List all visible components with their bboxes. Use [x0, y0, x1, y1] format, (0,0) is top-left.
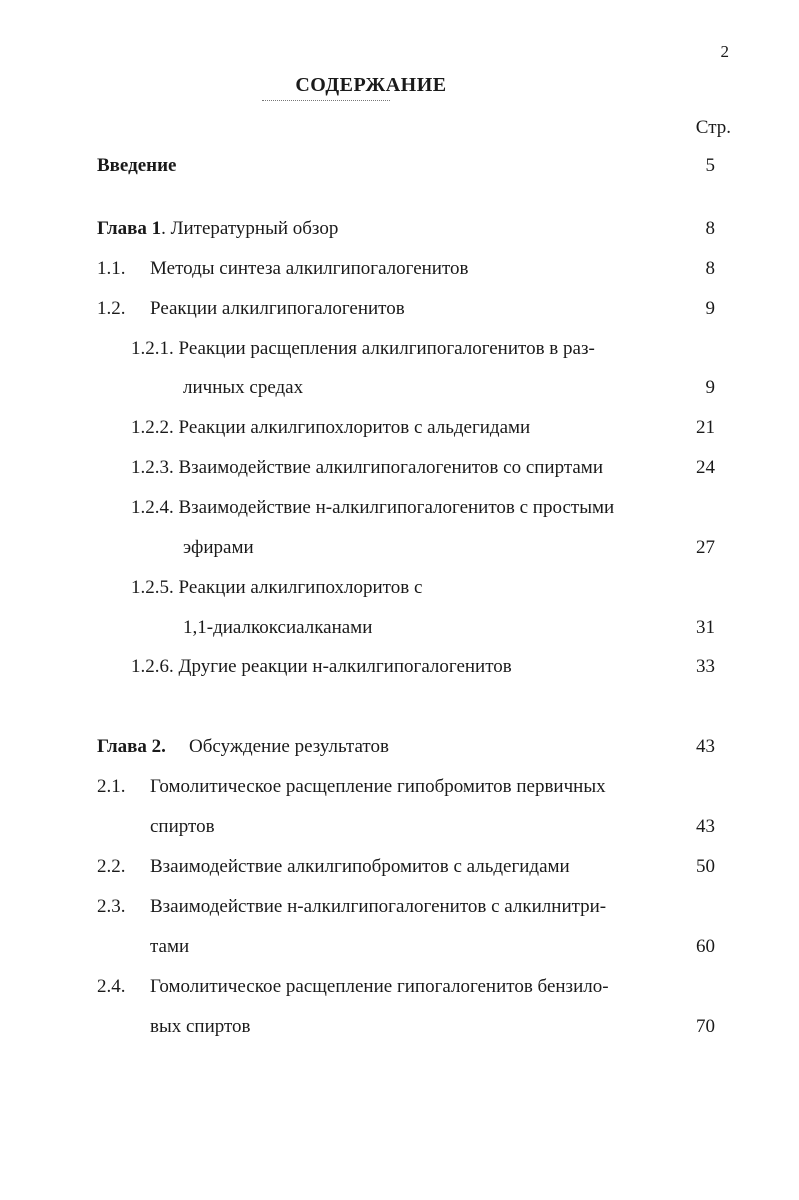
section-1-1-number: 1.1. — [97, 258, 126, 279]
section-1-2-title: Реакции алкилгипогалогенитов — [150, 298, 405, 319]
section-1-2-4-line1: 1.2.4. Взаимодействие н-алкилгипогалогенитов с простыми — [131, 497, 615, 518]
page-column-header: Стр. — [695, 117, 731, 138]
section-2-3-number: 2.3. — [97, 896, 126, 917]
section-2-3-page: 60 — [696, 936, 715, 957]
section-2-4-line1: Гомолитическое расщепление гипогалогенитов бензило- — [150, 976, 609, 997]
chapter1-heading — [97, 217, 338, 241]
section-1-2-4-line2: эфирами — [183, 537, 254, 558]
intro-label: Введение — [97, 155, 177, 176]
section-1-2-4-page: 27 — [696, 537, 715, 558]
section-2-1-line1: Гомолитическое расщепление гипобромитов первичных — [150, 776, 606, 797]
chapter2-title: Обсуждение результатов — [189, 736, 389, 757]
section-2-3-line1: Взаимодействие н-алкилгипогалогенитов с алкилнитри- — [150, 896, 607, 917]
section-2-1-line2: спиртов — [150, 816, 215, 837]
section-1-1-page: 8 — [705, 258, 715, 279]
section-1-2-3-title: 1.2.3. Взаимодействие алкилгипогалогенитов со спиртами — [131, 457, 603, 478]
section-2-1-page: 43 — [696, 816, 715, 837]
section-1-2-page: 9 — [705, 298, 715, 319]
section-1-2-1-line1: 1.2.1. Реакции расщепления алкилгипогалогенитов в раз- — [131, 338, 595, 359]
title-underline — [262, 100, 390, 101]
intro-page: 5 — [705, 155, 715, 176]
section-2-4-number: 2.4. — [97, 976, 126, 997]
section-2-2-page: 50 — [696, 856, 715, 877]
section-1-2-1-line2: личных средах — [183, 377, 304, 398]
section-1-2-5-line2: 1,1-диалкоксиалканами — [183, 617, 373, 638]
section-2-4-line2: вых спиртов — [150, 1016, 251, 1037]
section-2-3-line2: тами — [150, 936, 190, 957]
section-2-2-number: 2.2. — [97, 856, 126, 877]
section-1-2-2-title: 1.2.2. Реакции алкилгипохлоритов с альдегидами — [131, 417, 531, 438]
section-2-1-number: 2.1. — [97, 776, 126, 797]
chapter2-page: 43 — [696, 736, 715, 757]
page-title: СОДЕРЖАНИЕ — [295, 74, 447, 96]
section-1-2-2-page: 21 — [696, 417, 715, 438]
chapter1-prefix: Глава 1 — [97, 218, 162, 239]
section-1-2-6-title: 1.2.6. Другие реакции н-алкилгипогалогенитов — [131, 656, 512, 677]
section-2-2-title: Взаимодействие алкилгипобромитов с альдегидами — [150, 856, 570, 877]
section-1-1-title: Методы синтеза алкилгипогалогенитов — [150, 258, 469, 279]
section-2-4-page: 70 — [696, 1016, 715, 1037]
section-1-2-5-page: 31 — [696, 617, 715, 638]
chapter1-page: 8 — [705, 218, 715, 239]
chapter2-prefix: Глава 2. — [97, 736, 166, 757]
section-1-2-1-page: 9 — [705, 377, 715, 398]
section-1-2-number: 1.2. — [97, 298, 126, 319]
chapter1-title: . Литературный обзор — [161, 218, 339, 239]
section-1-2-3-page: 24 — [696, 457, 715, 478]
page-number: 2 — [720, 42, 729, 61]
section-1-2-6-page: 33 — [696, 656, 715, 677]
section-1-2-5-line1: 1.2.5. Реакции алкилгипохлоритов с — [131, 577, 423, 598]
